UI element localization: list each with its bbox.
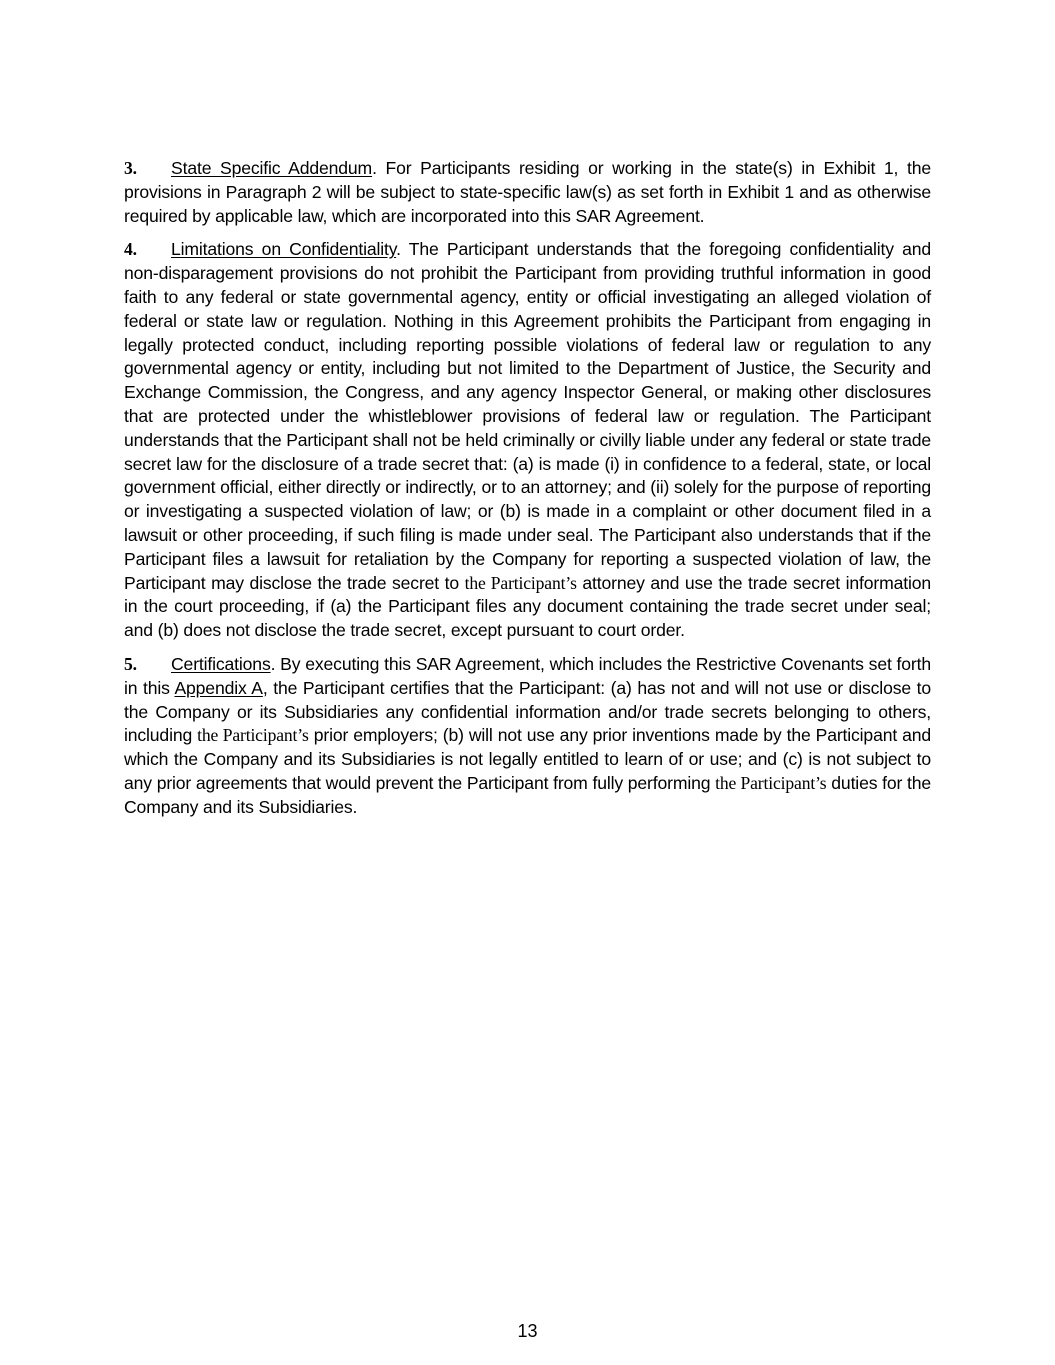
appendix-reference: Appendix A [174,677,263,698]
section-text-serif: the Participant’s [197,725,309,746]
section-5-paragraph [124,653,931,820]
section-text-serif: the Participant’s [715,772,827,793]
section-text: duties for the Company and its Subsidiaries. [124,772,931,817]
document-body [124,157,931,830]
section-text: prior employers; (b) will not use any prior inventions made by the Participant and which the Company and its Subsidiaries is not legally entitled to learn of or use; and (c) is not subject to any prior agreements that would prevent the Participant from fully performing [124,725,932,793]
section-text-serif: the Participant’s [464,572,577,593]
section-heading: Limitations on Confidentiality [171,239,397,260]
section-heading: State Specific Addendum [171,158,373,178]
section-text: . The Participant understands that the foregoing confidentiality and non-disparagement provisions do not prohibit the Participant from providing truthful information in good faith to any federal or state governmental agency, entity or official investigating an alleged violation of federal or state law or regulation. Nothing in this Agreement prohibits the Participant from engaging in legally protected conduct, including reporting possible violations of federal law or regulation to any governmental agency or entity, including but not limited to the Department of Justice, the Security and Exchange Commission, the Congress, and any agency Inspector General, or making other disclosures that are protected under the whistleblower provisions of federal law or regulation. The Participant understands that the Participant shall not be held criminally or civilly liable under any federal or state trade secret law for the disclosure of a trade secret that: (a) is made (i) in confidence to a federal, state, or local government official, either directly or indirectly, or to an attorney; and (ii) solely for the purpose of reporting or investigating a suspected violation of law; or (b) is made in a complaint or other document filed in a lawsuit or other proceeding, if such filing is made under seal. The Participant also understands that if the Participant files a lawsuit for retaliation by the Company for reporting a suspected violation of law, the Participant may disclose the trade secret to [124,239,931,593]
section-4-paragraph [124,238,931,643]
section-heading: Certifications [171,653,271,674]
section-3-paragraph [124,157,931,228]
section-text: . For Participants residing or working in the state(s) in Exhibit 1, the provisions in Paragraph 2 will be subject to state-specific law(s) as set forth in Exhibit 1 and as otherwise required by applicable law, which are incorporated into this SAR Agreement. [124,158,932,226]
section-number: 5. [124,653,137,674]
page-number: 13 [517,1321,538,1341]
section-number: 3. [124,158,137,178]
section-text: , the Participant certifies that the Participant: (a) has not and will not use or disclose to the Company or its Subsidiaries any confidential information and/or trade secrets belonging to others, including [124,677,931,746]
section-text: attorney and use the trade secret information in the court proceeding, if (a) the Participant files any document containing the trade secret under seal; and (b) does not disclose the trade secret, except pursuant to court order. [124,572,931,641]
section-number: 4. [124,239,137,260]
section-text: . By executing this SAR Agreement, which includes the Restrictive Covenants set forth in this [124,653,931,698]
